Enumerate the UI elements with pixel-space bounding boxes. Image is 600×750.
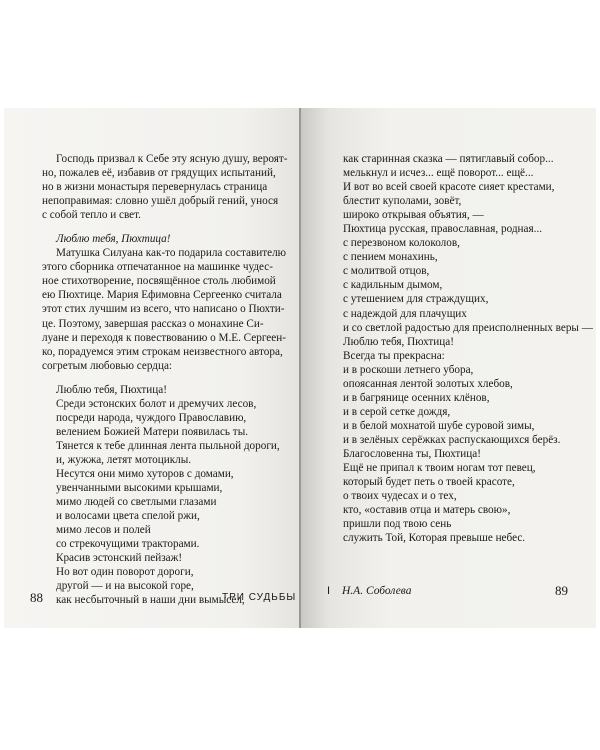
poem-line: опоясанная лентой золотых хлебов,: [343, 377, 513, 390]
right-page-text: [343, 152, 593, 545]
page-number-left: 88: [30, 590, 43, 605]
text-line: ею Пюхтице. Мария Ефимовна Сергеенко считала: [42, 289, 282, 302]
text-line: но, пожалев её, избавив от грядущих испытаний,: [42, 167, 276, 180]
text-line: этот стих лучшим из всего, что написано о Пюхти-: [42, 303, 285, 316]
poem-line: который будет петь о твоей красоте,: [343, 476, 515, 489]
poem-line: с перезвоном колоколов,: [343, 237, 460, 250]
text-line: этого сборника отпечатанное на машинке чудес-: [42, 261, 273, 274]
text-line: ко, порадуемся этим строкам неизвестного автора,: [42, 345, 283, 358]
poem-line: с утешением для страждущих,: [343, 293, 489, 306]
poem-line: велением Божией Матери появилась ты.: [56, 425, 249, 438]
poem-line: другой — и на высокой горе,: [56, 580, 194, 593]
text-line: с собой тепло и свет.: [42, 209, 141, 222]
poem-line: Люблю тебя, Пюхтица!: [343, 335, 454, 348]
poem-line: посреди народа, чуждого Православию,: [56, 411, 247, 424]
poem-line: Благословенна ты, Пюхтица!: [343, 447, 481, 460]
poem-line: Среди эстонских болот и дремучих лесов,: [56, 397, 257, 410]
text-line: согретым любовью сердца:: [42, 359, 173, 372]
poem-line: мелькнул и исчез... ещё поворот... ещё...: [343, 167, 534, 180]
page-number-right: 89: [555, 583, 568, 598]
poem-line: увенчанными высокими крышами,: [56, 482, 223, 495]
text-line: Господь призвал к Себе эту ясную душу, вероят-: [56, 153, 288, 165]
text-line: ное стихотворение, посвящённое столь любимой: [42, 275, 276, 288]
poem-line: пришли под твою сень: [343, 518, 452, 531]
poem-line: с надеждой для плачущих: [343, 307, 467, 320]
poem-line: служить Той, Которая превыше небес.: [343, 532, 526, 545]
poem-line: Но вот один поворот дороги,: [56, 566, 194, 579]
poem-line: и в белой мохнатой шубе суровой зимы,: [343, 419, 535, 432]
poem-line: Ещё не припал к твоим ногам тот певец,: [343, 462, 536, 475]
poem-line: и в багрянице осенних клёнов,: [343, 391, 490, 404]
poem-line: мимо лесов и полей: [56, 524, 151, 537]
text-line: Матушка Силуана как-то подарила составителю: [56, 247, 287, 260]
poem-line: Несутся они мимо хуторов с домами,: [56, 467, 234, 480]
poem-line: как старинная сказка — пятиглавый собор...: [343, 153, 554, 165]
poem-line: с молитвой отцов,: [343, 265, 430, 278]
poem-line: блестит куполами, зовёт,: [343, 195, 462, 208]
book-gutter: [299, 108, 301, 628]
poem-line: и со светлой радостью для преисполненных веры —: [343, 321, 593, 334]
poem-line: И вот во всей своей красоте сияет крестами,: [343, 181, 555, 194]
poem-line: и в серой сетке дождя,: [343, 405, 451, 418]
poem-line: Красив эстонский пейзаж!: [56, 552, 183, 565]
text-line: це. Поэтому, завершая рассказ о монахине Си-: [42, 317, 264, 330]
poem-line: кто, «оставив отца и матерь свою»,: [343, 504, 511, 517]
running-head-right: Н.А. Соболева: [342, 585, 412, 597]
text-line: но в жизни монастыря перевернулась страница: [42, 181, 268, 194]
poem-line: Люблю тебя, Пюхтица!: [56, 383, 167, 396]
section-heading: Люблю тебя, Пюхтица!: [56, 233, 171, 246]
text-line: луане и переходя к повествованию о М.Е. Сергеен-: [42, 331, 286, 344]
poem-line: и в зелёных серёжках распускающихся берёз.: [343, 433, 561, 446]
poem-line: широко открывая объятия, —: [343, 209, 484, 222]
poem-line: с кадильным дымом,: [343, 279, 443, 292]
poem-line-part: и, жужжа, летят мотоциклы.: [56, 453, 192, 466]
poem-line: [42, 453, 292, 467]
running-head-left: ТРИ СУДЬБЫ: [222, 592, 297, 603]
poem-line: как несбыточный в наши дни вымысел,: [56, 594, 245, 607]
text-line: непоправимая: словно ушёл добрый гений, унося: [42, 195, 279, 208]
poem-line: мимо людей со светлыми глазами: [56, 496, 217, 509]
poem-line: Тянется к тебе длинная лента пыльной дороги,: [56, 439, 280, 452]
left-page-text: [42, 152, 292, 607]
poem-line: Всегда ты прекрасна:: [343, 349, 445, 362]
poem-line: и в роскоши летнего убора,: [343, 363, 474, 376]
poem-line: с пением монахинь,: [343, 251, 438, 264]
poem-line: со стрекочущими тракторами.: [56, 538, 200, 551]
poem-line: Пюхтица русская, православная, родная...: [343, 223, 543, 236]
poem-line: и волосами цвета спелой ржи,: [56, 510, 200, 523]
poem-line: о твоих чудесах и о тех,: [343, 490, 457, 503]
separator-mark: I: [327, 585, 331, 597]
poem-block: [42, 383, 292, 608]
